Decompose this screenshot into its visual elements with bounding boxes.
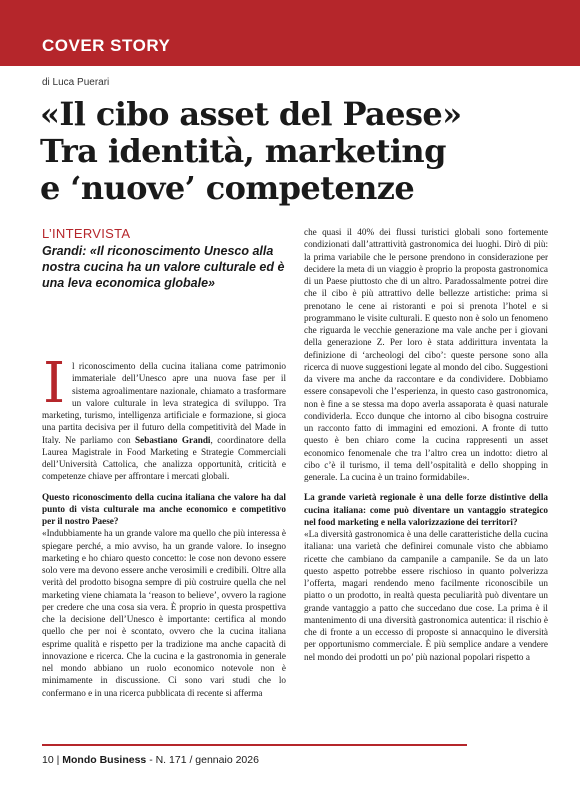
intro-text-continued: , coordinatore della Laurea Magistrale in Food Marketing e Strategie Commerciali dell’Università Cattolica, che analizza opportunità, criticità e competenze chiave per affrontare i mercati globali. xyxy=(42,434,286,482)
issue-info: - N. 171 / gennaio 2026 xyxy=(149,754,259,766)
intro-paragraph xyxy=(42,351,286,483)
magazine-name: Mondo Business xyxy=(62,754,147,766)
answer: «Indubbiamente ha un grande valore ma quello che più interessa è spiegare perché, a mio avviso, ha un grande valore. Io insegno marketing e ho chiaro questo concetto: le cose non devono essere solo vere ma devono essere anche verosimili e credibili. Oltre alla verità del prodotto bisogna sempre di più costruire quella che nel marketing viene chiamata la ‘reason to believe’, ovvero la ragione per credere che una cosa sia vera. È proprio in questa prospettiva che la decisione dell’Unesco è importante: certifica al mondo quello che per noi è scontato, ovvero che la cucina italiana esprime qualità e rispetto per la tradizione ma anche capacità di innovazione e ricerca. Che la cucina e la gastronomia in generale nel mondo abbiano un ruolo economico notevole non è minimamente in discussione. Ci sono vari studi che lo confermano e in una ricerca pubblicata di recente si afferma xyxy=(42,528,286,698)
question: Questo riconoscimento della cucina italiana che valore ha dal punto di vista culturale ma anche economico e competitivo per il nostro Paese? xyxy=(42,491,286,526)
footer-rule xyxy=(42,744,467,746)
headline xyxy=(40,96,560,207)
headline-line: e ‘nuove’ competenze xyxy=(40,169,415,207)
intro-text: l riconoscimento della cucina italiana come patrimonio immateriale dell’Unesco apre una nuova fase per il sistema agroalimentare nazionale, chiamato a trasformare un valore culturale in leva strategica di sviluppo. Tra marketing, turismo, intelligenza artificiale e formazione, si gioca una partita decisiva per il futuro della competitività del Made in Italy. Ne parliamo con xyxy=(42,361,286,445)
drop-cap: I xyxy=(42,351,66,416)
headline-line: «Il cibo asset del Paese» xyxy=(40,95,462,133)
page-footer: 10 | Mondo Business - N. 171 / gennaio 2026 xyxy=(42,754,259,766)
section-banner xyxy=(0,0,580,66)
article-column-left xyxy=(42,351,286,699)
headline-line: Tra identità, marketing xyxy=(40,132,446,170)
section-label: COVER STORY xyxy=(42,36,171,55)
interview-kicker: L’INTERVISTA xyxy=(42,226,131,241)
page-number: 10 xyxy=(42,754,54,766)
question: La grande varietà regionale è una delle forze distintive della cucina italiana: come può diventare un vantaggio strategico nel food marketing e nella valorizzazione dei territori? xyxy=(304,492,548,527)
answer-continued: che quasi il 40% dei flussi turistici globali sono fortemente condizionati dall’attrattività gastronomica dei luoghi. Dirò di più: la prima variabile che le persone prendono in considerazione per decidere la meta di un viaggio è proprio la proposta gastronomica di un Paese piuttosto che di un altro. Paradossalmente potrei dire che il cibo è più attrattivo delle bellezze artistiche: prima si prenotano le cene ai ristoranti e poi si prenota l’hotel e si programmano le visite culturali. E questo non è solo un fenomeno che riguarda le vecchie generazione ma vale anche per i giovani della generazione Z. Per loro è stata addirittura inventata la definizione di ‘archeologi del cibo’: queste persone sono alla ricerca di nuove suggestioni legate al mondo del cibo. Suggestioni da vivere ma anche da raccontare e da condividere. Dobbiamo essere consapevoli che l’esperienza, in questo caso gastronomica, non è fine a se stessa ma dopo averla assaporata è quasi naturale condividerla. Ecco dunque che intorno al cibo bisogna costruire un racconto fatto di immagini ed emozioni. A fronte di tutto questo è ben chiaro come la cucina rappresenti un asset economico fenomenale che tra l’altro crea un indotto: dietro al cibo c’è il turismo, il tema dell’ospitalità e dello shopping in generale. La cucina è un traino formidabile». xyxy=(304,227,548,482)
interviewee-name: Sebastiano Grandi xyxy=(135,434,211,445)
byline: di Luca Puerari xyxy=(42,77,110,88)
deck-subtitle: Grandi: «Il riconoscimento Unesco alla nostra cucina ha un valore culturale ed è una leva economica globale» xyxy=(42,244,285,290)
article-column-right xyxy=(304,226,548,663)
answer: «La diversità gastronomica è una delle caratteristiche della cucina italiana: una varietà che definirei comunale visto che abbiamo ricette che cambiano da campanile a campanile. Se da un lato questo aspetto potrebbe essere rischioso in quanto polverizza l’offerta, magari rendendo meno facilmente riconoscibile un piatto o un prodotto, in realtà questa peculiarità può diventare un grande vantaggio a patto che succedano due cose. La prima è il mantenimento di una diversità gastronomica autentica: il rischio è che di fronte a un eccesso di proposte si annacquino le diversità per opportunismo commerciale. È più semplice andare a vendere nel mondo dei prodotti un po’ più nazional popolari rispetto a xyxy=(304,529,548,662)
